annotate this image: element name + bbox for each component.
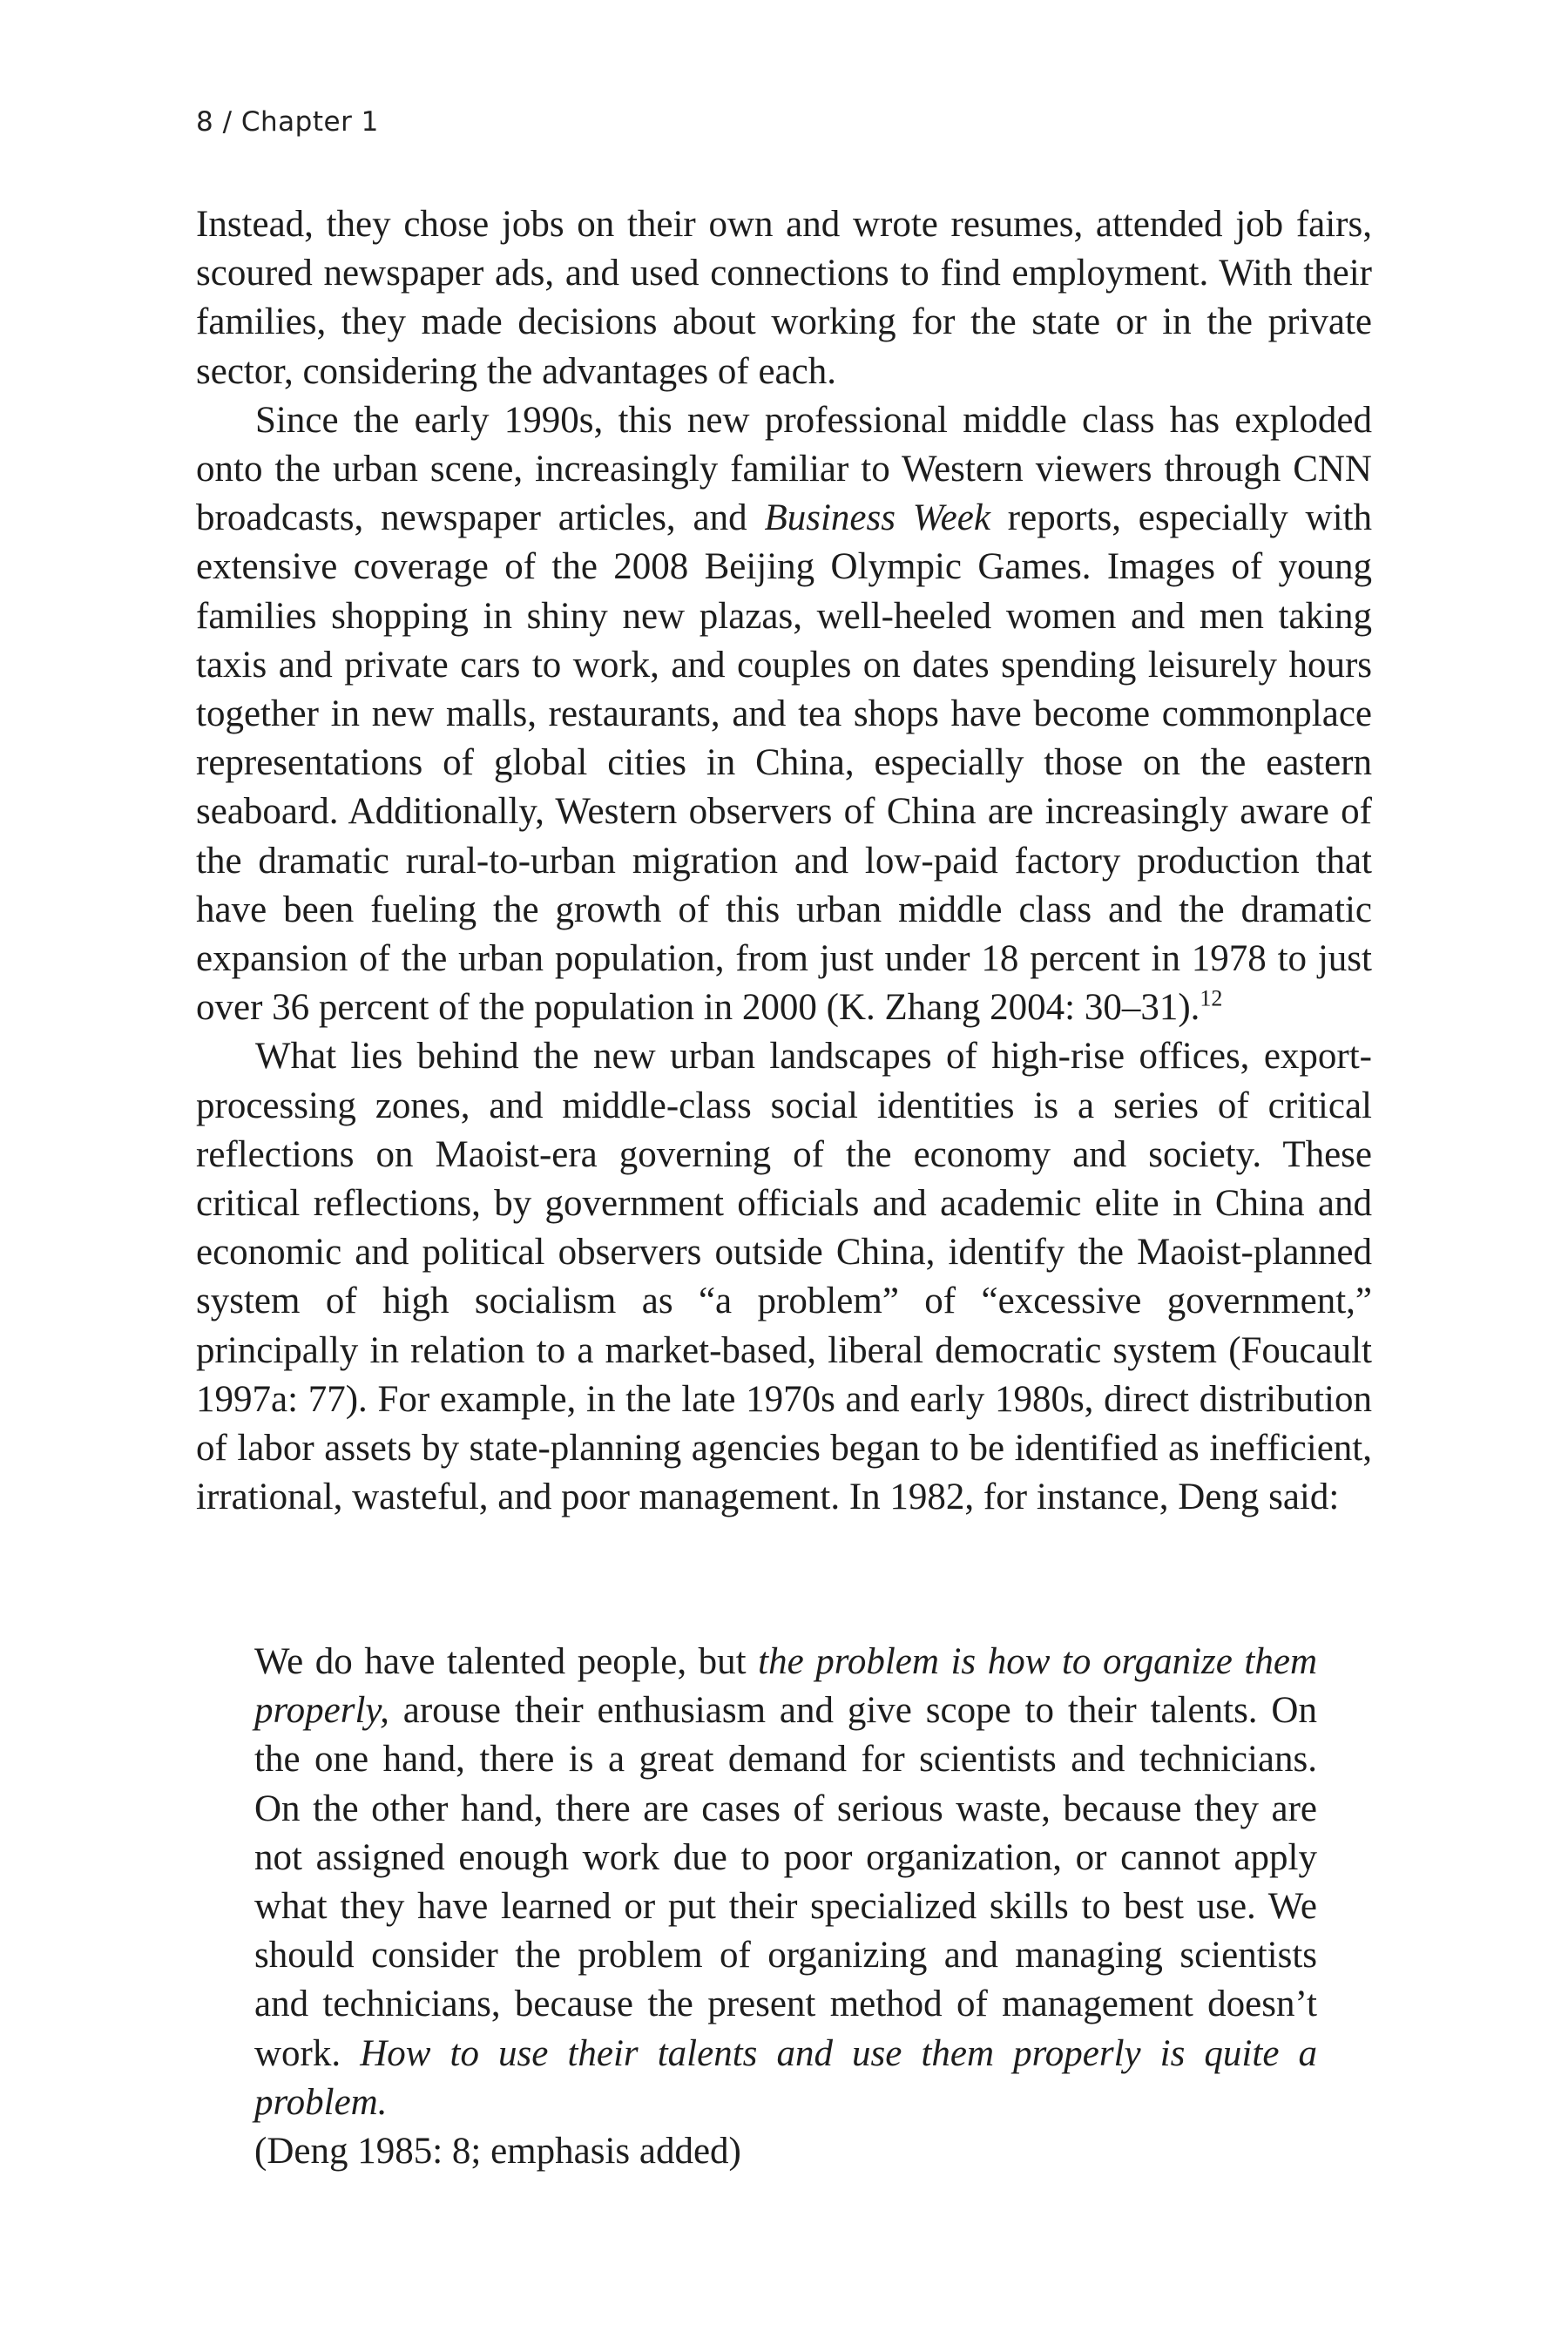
block-quote-text bbox=[254, 1638, 1317, 2127]
paragraph-2-text-b: reports, especially with extensive coverage of the 2008 Beijing Olympic Games. Images of young families shopping in shiny new plazas, well-heeled women and men taking taxis and private cars to work, and couples on dates spending leisurely hours together in new malls, restaurants, and tea shops have become commonplace representations of global cities in China, especially those on the eastern seaboard. Additionally, Western observers of China are increasingly aware of the dramatic rural-to-urban migration and low-paid factory production that have been fueling the growth of this urban middle class and the dramatic expansion of the urban population, from just under 18 percent in 1978 to just over 36 percent of the population in 2000 (K. Zhang 2004: 30–31). bbox=[196, 497, 1372, 1029]
block-quote-text-a: We do have talented people, but bbox=[254, 1641, 759, 1682]
paragraph-3: What lies behind the new urban landscapes of high-rise offices, export-processing zones, and middle-class social identities is a series of critical reflections on Maoist-era governing of the economy and society. These critical reflections, by government officials and academic elite in China and economic and political observers outside China, identify the Maoist-planned system of high socialism as “a problem” of “excessive government,” principally in relation to a market-based, liberal democratic system (Foucault 1997a: 77). For example, in the late 1970s and early 1980s, direct distribution of labor assets by state-planning agencies began to be identified as inefficient, irrational, wasteful, and poor management. In 1982, for instance, Deng said: bbox=[196, 1036, 1372, 1518]
paragraph-2 bbox=[196, 396, 1372, 1033]
paragraph-1: Instead, they chose jobs on their own and wrote resumes, attended job fairs, scoured newspaper ads, and used connections to find employment. With their families, they made decisions about working for the state or in the private sector, considering the advantages of each. bbox=[196, 204, 1372, 392]
paragraph-2-italic: Business Week bbox=[764, 497, 990, 539]
block-quote-citation: (Deng 1985: 8; emphasis added) bbox=[254, 2131, 741, 2173]
block-quote bbox=[254, 1638, 1317, 2176]
block-quote-italic-2: How to use their talents and use them properly is quite a problem. bbox=[254, 2032, 1317, 2123]
running-head: 8 / Chapter 1 bbox=[196, 106, 379, 138]
footnote-marker: 12 bbox=[1200, 985, 1223, 1011]
paragraph-2-text-a: Since the early 1990s, this new professional middle class has exploded onto the urban scene, increasingly familiar to Western viewers through CNN broadcasts, newspaper articles, and bbox=[196, 399, 1372, 539]
block-quote-text-b: arouse their enthusiasm and give scope to their talents. On the one hand, there is a great demand for scientists and technicians. On the other hand, there are cases of serious waste, because they are not assigned enough work due to poor organization, or cannot apply what they have learned or put their specialized skills to best use. We should consider the problem of organizing and managing scientists and technicians, because the present method of management doesn’t work. bbox=[254, 1690, 1317, 2074]
main-text bbox=[196, 200, 1372, 1522]
block-quote-italic-1: the problem is how to organize them properly, bbox=[254, 1641, 1317, 1732]
